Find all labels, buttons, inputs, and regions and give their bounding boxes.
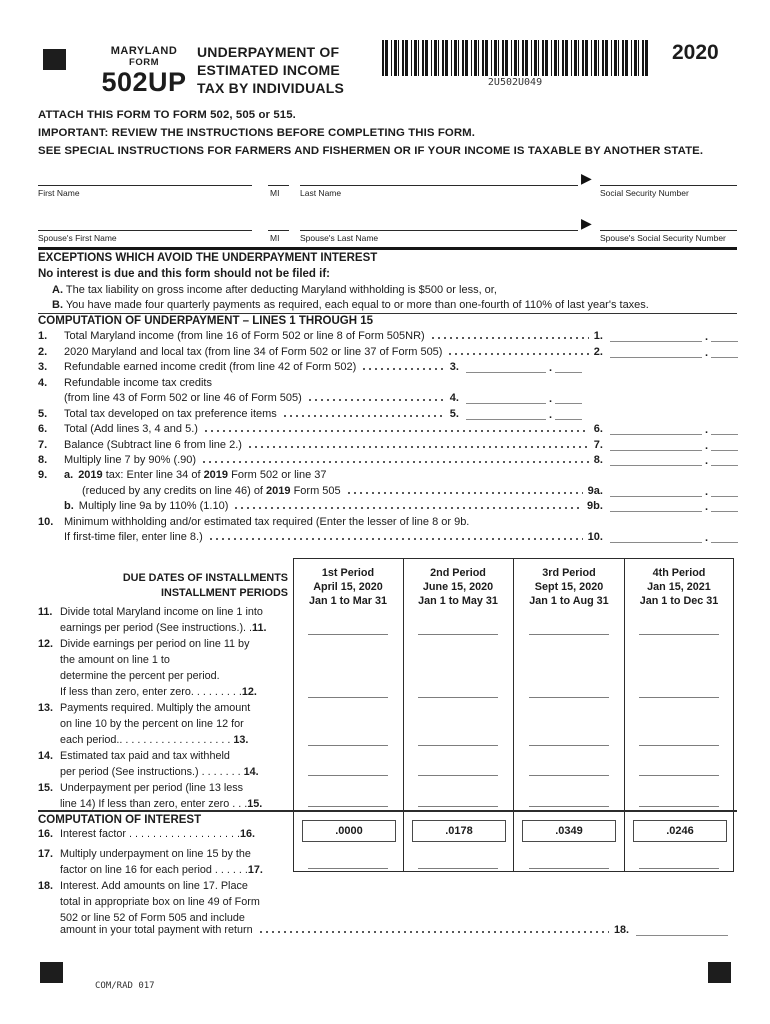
line-15-text: line 14) If less than zero, enter zero . . .15. [60,798,263,810]
line12-period3-field[interactable] [529,697,609,698]
form-word: FORM [129,56,159,68]
line-15-text: 15. Underpayment per period (line 13 less [38,782,244,794]
form-notices [38,106,703,160]
line9b-amount-field[interactable] [610,508,702,512]
middle-initial-field[interactable] [268,185,289,186]
first-name-label: First Name [38,188,80,198]
spouse-ssn-arrow-icon: ▶ [581,215,592,231]
dot-leader [307,399,445,401]
interest-factor-period4: .0246 [633,820,727,842]
line-12-text: determine the percent per period. [60,670,220,682]
line-13-text: on line 10 by the percent on line 12 for [60,718,244,730]
line11-period4-field[interactable] [639,634,719,635]
line9b-cents-field[interactable] [711,508,738,512]
line6-cents-field[interactable] [711,431,738,435]
dot-leader [282,415,445,417]
line7-cents-field[interactable] [711,447,738,451]
line-10-text: 10. Minimum withholding and/or estimated tax required (Enter the lesser of line 8 or 9b. [38,515,470,528]
line2-amount-field[interactable] [610,354,702,358]
dot-leader [346,492,583,494]
line-18-text: 502 or line 52 of Form 505 and include [60,912,245,924]
line-11-text: 11. Divide total Maryland income on line 1 into [38,606,263,618]
line10-cents-field[interactable] [711,539,738,543]
line14-period2-field[interactable] [418,775,498,776]
ssn-field[interactable] [600,185,737,186]
line11-period2-field[interactable] [418,634,498,635]
line-12-text: the amount on line 1 to [60,654,170,666]
last-name-field[interactable] [300,185,578,186]
period4-header: 4th Period Jan 15, 2021 Jan 1 to Dec 31 [639,567,719,607]
line4-cents-field[interactable] [555,400,582,404]
line-4: (from line 43 of Form 502 or line 46 of Form 505) 4. . [38,389,582,404]
dot-leader [208,538,583,540]
notice-important: IMPORTANT: REVIEW THE INSTRUCTIONS BEFORE COMPLETING THIS FORM. [38,127,476,139]
line-4-text: 4. Refundable income tax credits [38,376,212,389]
line-3: 3. Refundable earned income credit (from line 42 of Form 502) 3. . [38,358,582,373]
line7-amount-field[interactable] [610,447,702,451]
spouse-middle-initial-field[interactable] [268,230,289,231]
line-16-text: 16. Interest factor . . . . . . . . . . . . . . . . . . .16. [38,828,256,840]
line-2: 2. 2020 Maryland and local tax (from line 34 of Form 502 or line 37 of Form 505) 2. . [38,342,738,357]
line3-cents-field[interactable] [555,369,582,373]
line17-period4-field[interactable] [639,868,719,869]
line-11-text: earnings per period (See instructions.). .11. [60,622,267,634]
spouse-last-name-field[interactable] [300,230,578,231]
line-1: 1. Total Maryland income (from line 16 of Form 502 or line 8 of Form 505NR) 1. . [38,327,738,342]
line15-period3-field[interactable] [529,806,609,807]
line8-cents-field[interactable] [711,462,738,466]
dot-leader [430,337,589,339]
line14-period3-field[interactable] [529,775,609,776]
line-9b: b. Multiply line 9a by 110% (1.10) 9b. . [38,497,738,512]
line11-period3-field[interactable] [529,634,609,635]
line9a-amount-field[interactable] [610,493,702,497]
dot-leader [361,368,444,370]
line13-period1-field[interactable] [308,745,388,746]
line-14-text: per period (See instructions.) . . . . . . . 14. [60,766,259,778]
line12-period2-field[interactable] [418,697,498,698]
dot-leader [447,353,588,355]
line-8: 8. Multiply line 7 by 90% (.90) 8. . [38,451,738,466]
line11-period1-field[interactable] [308,634,388,635]
underpayment-lines [38,327,738,543]
registration-mark-bottom-left [40,962,63,983]
first-name-field[interactable] [38,185,252,186]
line-17-text: factor on line 16 for each period . . . . . .17. [60,864,263,876]
dot-leader [247,446,589,448]
state-name: MARYLAND [110,45,178,57]
line-17-text: 17. Multiply underpayment on line 15 by the [38,848,251,860]
notice-special: SEE SPECIAL INSTRUCTIONS FOR FARMERS AND FISHERMEN OR IF YOUR INCOME IS TAXABLE BY ANOTHER STATE. [38,145,704,157]
period1-header: 1st Period April 15, 2020 Jan 1 to Mar 31 [308,567,387,607]
line17-period3-field[interactable] [529,868,609,869]
line-10: If first-time filer, enter line 8.) 10. . [38,528,738,543]
exception-b: B. You have made four quarterly payments as required, each equal to or more than one-fourth of 110% of last year's taxes. [52,299,649,311]
line15-period4-field[interactable] [639,806,719,807]
line17-period2-field[interactable] [418,868,498,869]
computation-underpayment-title: COMPUTATION OF UNDERPAYMENT – LINES 1 THROUGH 15 [38,315,374,327]
line4-amount-field[interactable] [466,400,546,404]
section-divider [38,247,737,250]
line-12-text: If less than zero, enter zero. . . . . . . . .12. [60,686,257,698]
line-7: 7. Balance (Subtract line 6 from line 2.) 7. . [38,435,738,450]
interest-factor-period3: .0349 [522,820,616,842]
notice-attach: ATTACH THIS FORM TO FORM 502, 505 or 515. [38,109,296,121]
interest-factor-period2: .0178 [412,820,506,842]
line15-period1-field[interactable] [308,806,388,807]
line12-period1-field[interactable] [308,697,388,698]
line15-period2-field[interactable] [418,806,498,807]
line1-amount-field[interactable] [610,338,702,342]
line10-amount-field[interactable] [610,539,702,543]
line17-period1-field[interactable] [308,868,388,869]
middle-initial-label: MI [270,188,280,198]
line14-period4-field[interactable] [639,775,719,776]
spouse-ssn-field[interactable] [600,230,737,231]
line-18-text: total in appropriate box on line 49 of Form [60,896,260,908]
interest-factor-period1: .0000 [302,820,396,842]
tax-year: 2020 [672,41,719,64]
line-9a: (reduced by any credits on line 46) of 2019 Form 505 9a. . [38,481,738,496]
rule-under-exceptions [38,313,737,314]
line-5: 5. Total tax developed on tax preference items 5. . [38,404,582,419]
line-6: 6. Total (Add lines 3, 4 and 5.) 6. . [38,420,738,435]
ssn-label: Social Security Number [600,188,689,198]
period2-header: 2nd Period June 15, 2020 Jan 1 to May 31 [418,567,498,607]
line-14-text: 14. Estimated tax paid and tax withheld [38,750,230,762]
barcode-caption: 2U502U049 [487,77,543,88]
line-12-text: 12. Divide earnings per period on line 11 by [38,638,250,650]
line18-amount-field[interactable] [636,932,728,936]
exceptions-title: EXCEPTIONS WHICH AVOID THE UNDERPAYMENT INTEREST [38,252,378,264]
due-dates-caption: DUE DATES OF INSTALLMENTS [122,572,288,584]
line12-period4-field[interactable] [639,697,719,698]
line13-period2-field[interactable] [418,745,498,746]
line-18-text: 18. Interest. Add amounts on line 17. Place [38,880,248,892]
line2-cents-field[interactable] [711,354,738,358]
exception-a: A. The tax liability on gross income after deducting Maryland withholding is $500 or less, or, [52,284,497,296]
form-identifier [88,46,200,96]
form-title: UNDERPAYMENT OF ESTIMATED INCOME TAX BY INDIVIDUALS [197,44,344,96]
registration-mark-bottom-right [708,962,731,983]
line3-amount-field[interactable] [466,369,546,373]
line8-amount-field[interactable] [610,462,702,466]
line13-period4-field[interactable] [639,745,719,746]
last-name-label: Last Name [300,188,342,198]
line1-cents-field[interactable] [711,338,738,342]
spouse-first-name-field[interactable] [38,230,252,231]
dot-leader [203,430,589,432]
spouse-last-name-label: Spouse's Last Name [300,233,379,243]
ssn-arrow-icon: ▶ [581,170,592,186]
line13-period3-field[interactable] [529,745,609,746]
line-18: amount in your total payment with return 18. [38,924,728,936]
line14-period1-field[interactable] [308,775,388,776]
spouse-ssn-label: Spouse's Social Security Number [600,233,726,243]
barcode-image [382,40,648,76]
form-revision-code: COM/RAD 017 [95,981,155,991]
spouse-first-name-label: Spouse's First Name [38,233,117,243]
installment-periods-caption: INSTALLMENT PERIODS [161,587,288,599]
line9a-cents-field[interactable] [711,493,738,497]
exceptions-intro: No interest is due and this form should not be filed if: [38,268,330,280]
line5-cents-field[interactable] [555,416,582,420]
spouse-middle-initial-label: MI [270,233,280,243]
line-9a-text: 9. a. 2019 tax: Enter line 34 of 2019 Form 502 or line 37 [38,469,327,482]
registration-mark-top-left [43,49,66,70]
period3-header: 3rd Period Sept 15, 2020 Jan 1 to Aug 31 [529,567,609,607]
line5-amount-field[interactable] [466,416,546,420]
installment-section [38,556,738,956]
line-13-text: each period.. . . . . . . . . . . . . . . . . . . 13. [60,734,249,746]
dot-leader [233,507,582,509]
dot-leader [201,461,589,463]
form-number: 502UP [101,66,187,97]
line-13-text: 13. Payments required. Multiply the amount [38,702,251,714]
computation-interest-title: COMPUTATION OF INTEREST [38,814,202,826]
line6-amount-field[interactable] [610,431,702,435]
dot-leader [258,931,609,933]
